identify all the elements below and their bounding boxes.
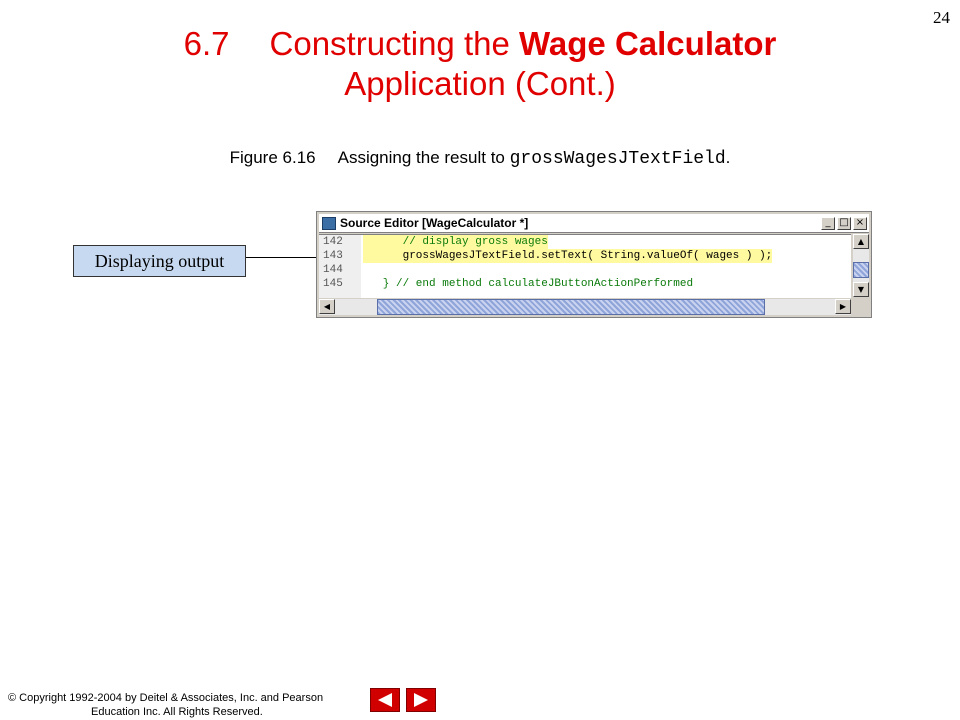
line-number: 143 [323, 250, 343, 262]
scroll-left-icon[interactable]: ◀ [319, 299, 335, 314]
vertical-scroll-thumb[interactable] [853, 262, 869, 278]
horizontal-scrollbar[interactable] [319, 299, 851, 315]
scrollbar-corner [853, 299, 869, 315]
maximize-button[interactable]: □ [837, 217, 851, 230]
slide-title [0, 24, 960, 104]
line-text: grossWagesJTextField.setText( String.valueOf( wages ) ); [363, 250, 773, 262]
editor-titlebar[interactable] [319, 214, 869, 233]
line-number: 144 [323, 264, 343, 276]
caption-text: Assigning the result to [337, 148, 505, 167]
line-text: } // end method calculateJButtonActionPerformed [363, 278, 694, 290]
figure-number: Figure 6.16 [229, 148, 316, 167]
line-text: // display gross wages [363, 236, 548, 248]
line-number: 142 [323, 236, 343, 248]
caption-code: grossWagesJTextField [509, 149, 726, 169]
scroll-up-icon[interactable]: ▲ [853, 234, 869, 249]
figure-caption [0, 148, 960, 169]
title-bold: Wage Calculator [519, 25, 777, 62]
code-area[interactable] [319, 234, 851, 298]
copyright-line1: © Copyright 1992-2004 by Deitel & Associates, Inc. and Pearson [8, 692, 324, 704]
title-line2: Application (Cont.) [344, 65, 616, 102]
code-line-144[interactable] [319, 263, 851, 277]
scroll-right-icon[interactable]: ▶ [835, 299, 851, 314]
caption-end: . [725, 148, 731, 167]
source-editor-window [316, 211, 872, 318]
editor-title: Source Editor [WageCalculator *] [340, 216, 529, 230]
section-number: 6.7 [183, 25, 230, 62]
prev-slide-button[interactable] [370, 688, 400, 712]
slide-number: 24 [933, 8, 950, 27]
line-number: 145 [323, 278, 343, 290]
callout-box: Displaying output [73, 245, 246, 277]
prev-slide-arrow-icon [371, 689, 399, 711]
next-slide-arrow-icon [407, 689, 435, 711]
close-button[interactable]: × [853, 217, 867, 230]
scroll-down-icon[interactable]: ▼ [853, 282, 869, 297]
next-slide-button[interactable] [406, 688, 436, 712]
code-line-145[interactable] [319, 277, 851, 291]
code-line-143[interactable] [319, 249, 851, 263]
copyright-notice [8, 691, 323, 719]
vertical-scrollbar[interactable] [853, 234, 869, 297]
title-prefix: Constructing the [269, 25, 510, 62]
horizontal-scroll-thumb[interactable] [377, 299, 765, 315]
code-line-142[interactable] [319, 235, 851, 249]
editor-window-icon [322, 217, 336, 230]
copyright-line2: Education Inc. All Rights Reserved. [91, 706, 263, 718]
minimize-button[interactable]: _ [821, 217, 835, 230]
